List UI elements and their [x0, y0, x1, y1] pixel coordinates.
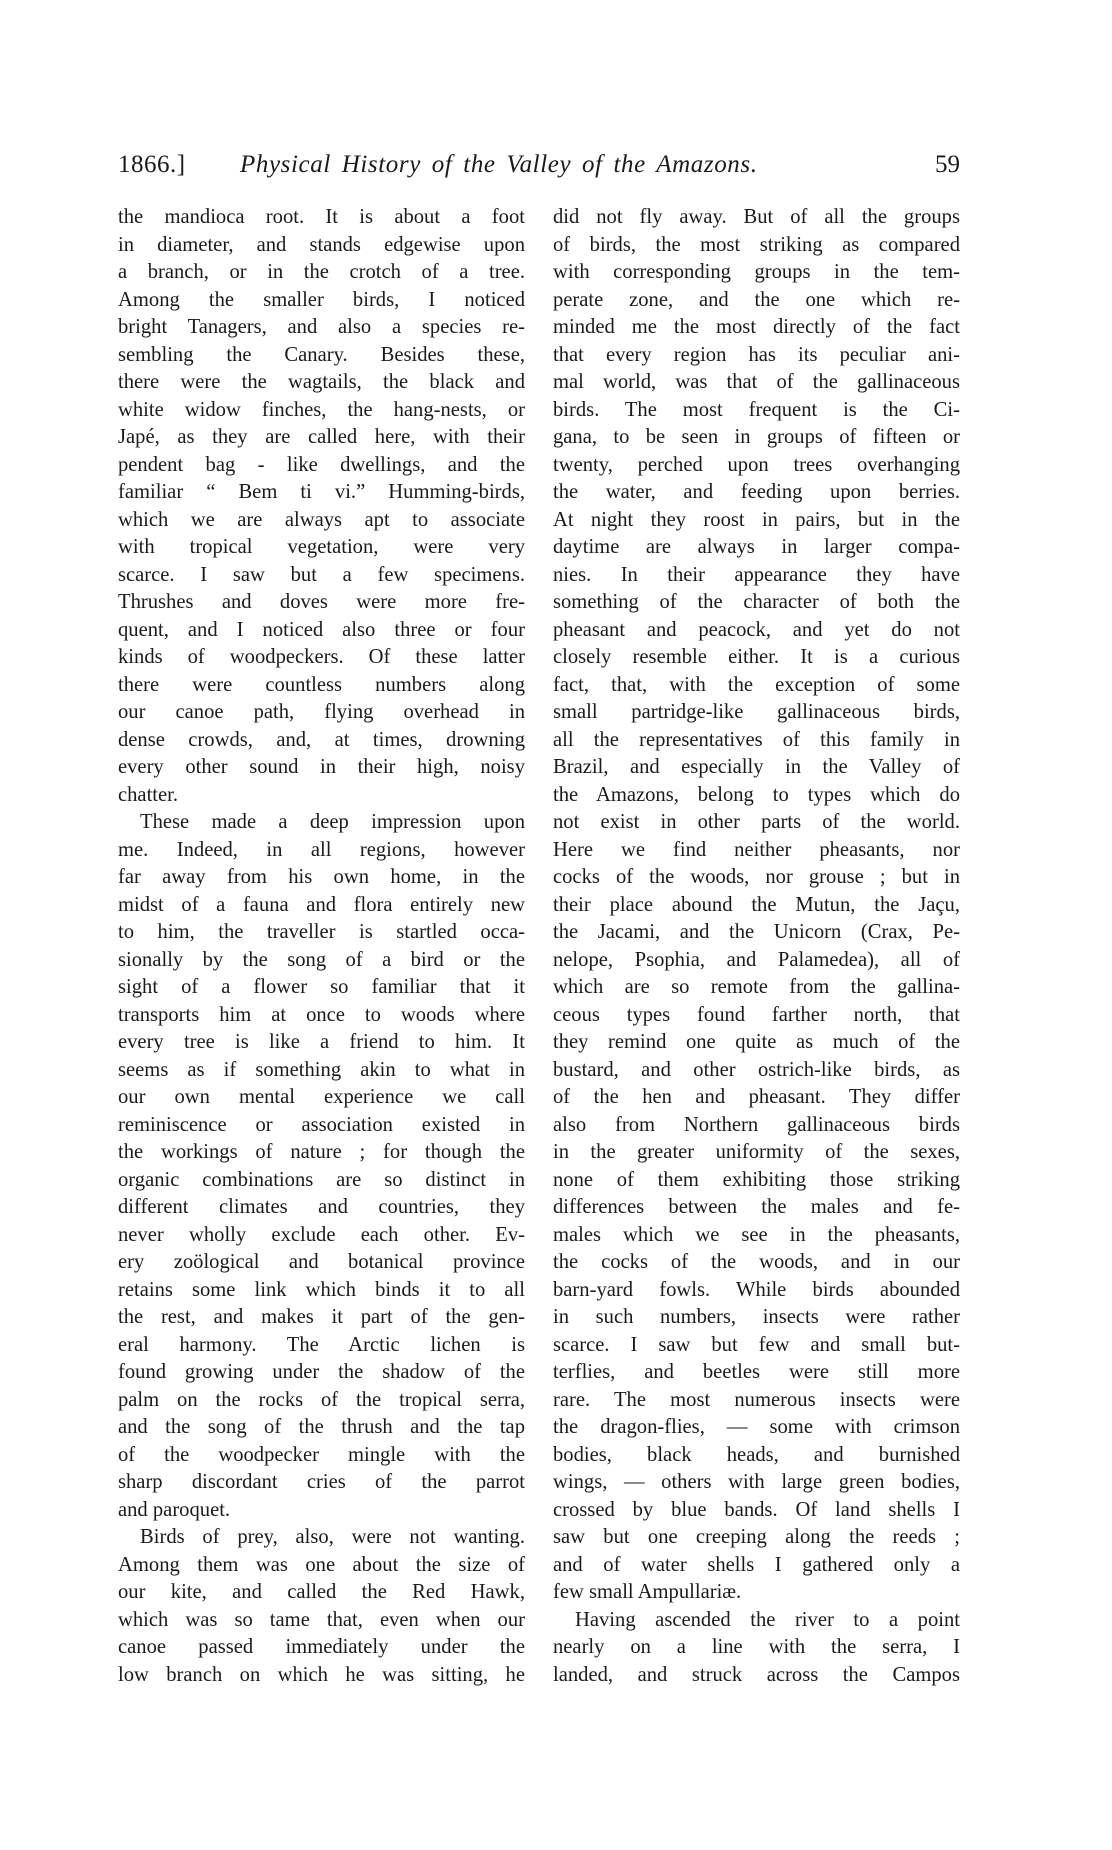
text-line: in diameter, and stands edgewise upon: [118, 233, 525, 256]
text-line: low branch on which he was sitting, he: [118, 1663, 525, 1686]
text-line: bright Tanagers, and also a species re-: [118, 316, 525, 338]
text-line: birds. The most frequent is the Ci-: [553, 398, 960, 421]
text-line: ceous types found farther north, that: [553, 1003, 960, 1026]
text-line: chatter.: [118, 783, 179, 806]
text-line: Japé, as they are called here, with their: [118, 426, 525, 448]
text-line: every tree is like a friend to him. It: [118, 1031, 525, 1053]
text-line: and of water shells I gathered only a: [553, 1553, 960, 1576]
text-line: scarce. I saw but few and small but-: [553, 1333, 960, 1356]
text-line: males which we see in the pheasants,: [553, 1223, 960, 1246]
left-column: [118, 204, 525, 1689]
text-line: midst of a fauna and flora entirely new: [118, 893, 525, 916]
text-line: they remind one quite as much of the: [553, 1031, 960, 1053]
text-line: sionally by the song of a bird or the: [118, 948, 525, 971]
text-line: ery zoölogical and botanical province: [118, 1251, 525, 1273]
text-line: white widow finches, the hang-nests, or: [118, 398, 525, 421]
text-line: saw but one creeping along the reeds ;: [553, 1526, 960, 1548]
text-line: barn-yard fowls. While birds abounded: [553, 1278, 960, 1301]
running-head: [118, 148, 960, 182]
text-line: to him, the traveller is startled occa-: [118, 921, 525, 943]
text-line: Here we find neither pheasants, nor: [553, 838, 960, 861]
text-line: minded me the most directly of the fact: [553, 316, 960, 338]
text-line: eral harmony. The Arctic lichen is: [118, 1333, 525, 1356]
right-column: [553, 204, 960, 1689]
text-line: organic combinations are so distinct in: [118, 1168, 525, 1191]
text-line: crossed by blue bands. Of land shells I: [553, 1498, 960, 1521]
text-line: Among the smaller birds, I noticed: [118, 288, 525, 311]
text-line: the water, and feeding upon berries.: [553, 481, 960, 503]
text-line: with tropical vegetation, were very: [118, 536, 525, 558]
text-line: Birds of prey, also, were not wanting.: [140, 1526, 525, 1548]
text-line: of the woodpecker mingle with the: [118, 1443, 525, 1466]
page-number: 59: [935, 151, 960, 178]
text-line: terflies, and beetles were still more: [553, 1361, 960, 1383]
text-line: closely resemble either. It is a curious: [553, 646, 960, 668]
text-line: the Amazons, belong to types which do: [553, 783, 960, 806]
text-line: bustard, and other ostrich-like birds, as: [553, 1058, 960, 1081]
text-line: the workings of nature ; for though the: [118, 1141, 525, 1163]
text-line: our canoe path, flying overhead in: [118, 701, 525, 723]
text-line: These made a deep impression upon: [140, 811, 525, 833]
text-line: retains some link which binds it to all: [118, 1278, 525, 1301]
text-line: small partridge-like gallinaceous birds,: [553, 701, 960, 723]
text-line: rare. The most numerous insects were: [553, 1388, 960, 1411]
text-line: mal world, was that of the gallinaceous: [553, 371, 960, 393]
text-line: Among them was one about the size of: [118, 1553, 525, 1576]
text-line: of the hen and pheasant. They differ: [553, 1086, 960, 1108]
text-line: and paroquet.: [118, 1498, 231, 1521]
text-line: sharp discordant cries of the parrot: [118, 1471, 525, 1493]
text-line: bodies, black heads, and burnished: [553, 1443, 960, 1466]
text-line: the mandioca root. It is about a foot: [118, 206, 525, 228]
text-line: quent, and I noticed also three or four: [118, 618, 525, 641]
text-line: different climates and countries, they: [118, 1196, 525, 1218]
text-line: dense crowds, and, at times, drowning: [118, 728, 525, 751]
text-line: Brazil, and especially in the Valley of: [553, 756, 960, 778]
text-line: Thrushes and doves were more fre-: [118, 591, 525, 613]
text-line: wings, — others with large green bodies,: [553, 1471, 960, 1493]
text-line: the cocks of the woods, and in our: [553, 1251, 960, 1273]
text-line: cocks of the woods, nor grouse ; but in: [553, 866, 960, 888]
text-line: gana, to be seen in groups of fifteen or: [553, 426, 960, 448]
text-line: pendent bag - like dwellings, and the: [118, 453, 525, 476]
text-line: landed, and struck across the Campos: [553, 1663, 960, 1686]
text-line: which are so remote from the gallina-: [553, 976, 960, 998]
text-line: of birds, the most striking as compared: [553, 233, 960, 256]
text-line: the dragon-flies, — some with crimson: [553, 1416, 960, 1438]
text-line: twenty, perched upon trees overhanging: [553, 453, 960, 476]
text-line: the rest, and makes it part of the gen-: [118, 1306, 525, 1328]
text-line: differences between the males and fe-: [553, 1196, 960, 1218]
text-line: their place abound the Mutun, the Jaçu,: [553, 893, 960, 916]
text-line: pheasant and peacock, and yet do not: [553, 618, 960, 641]
text-line: sight of a flower so familiar that it: [118, 976, 525, 998]
text-line: perate zone, and the one which re-: [553, 288, 960, 311]
text-line: our own mental experience we call: [118, 1086, 525, 1108]
text-line: Having ascended the river to a point: [575, 1608, 960, 1631]
text-line: seems as if something akin to what in: [118, 1058, 525, 1081]
text-line: reminiscence or association existed in: [118, 1113, 525, 1136]
text-line: none of them exhibiting those striking: [553, 1168, 960, 1191]
text-line: did not fly away. But of all the groups: [553, 206, 960, 228]
text-line: sembling the Canary. Besides these,: [118, 343, 525, 366]
text-line: and the song of the thrush and the tap: [118, 1416, 525, 1438]
text-line: the Jacami, and the Unicorn (Crax, Pe-: [553, 921, 960, 943]
running-head-title: Physical History of the Valley of the Amazons.: [240, 151, 758, 178]
text-line: me. Indeed, in all regions, however: [118, 838, 525, 861]
text-line: At night they roost in pairs, but in the: [553, 508, 960, 531]
text-line: palm on the rocks of the tropical serra,: [118, 1388, 525, 1411]
text-line: nies. In their appearance they have: [553, 563, 960, 586]
text-line: also from Northern gallinaceous birds: [553, 1113, 960, 1136]
text-line: which was so tame that, even when our: [118, 1608, 525, 1631]
text-line: scarce. I saw but a few specimens.: [118, 563, 525, 586]
text-line: familiar “ Bem ti vi.” Humming-birds,: [118, 481, 525, 503]
text-line: a branch, or in the crotch of a tree.: [118, 261, 525, 283]
text-line: that every region has its peculiar ani-: [553, 343, 960, 366]
text-line: in the greater uniformity of the sexes,: [553, 1141, 960, 1163]
text-line: every other sound in their high, noisy: [118, 756, 525, 778]
text-line: our kite, and called the Red Hawk,: [118, 1581, 525, 1603]
text-line: few small Ampullariæ.: [553, 1581, 742, 1603]
text-line: nelope, Psophia, and Palamedea), all of: [553, 948, 960, 971]
text-line: not exist in other parts of the world.: [553, 811, 960, 833]
text-line: transports him at once to woods where: [118, 1003, 525, 1026]
text-line: there were the wagtails, the black and: [118, 371, 525, 393]
text-line: found growing under the shadow of the: [118, 1361, 525, 1383]
running-head-year: 1866.]: [118, 151, 186, 178]
text-line: kinds of woodpeckers. Of these latter: [118, 646, 525, 668]
text-line: which we are always apt to associate: [118, 508, 525, 531]
text-line: daytime are always in larger compa-: [553, 536, 960, 558]
text-line: in such numbers, insects were rather: [553, 1306, 960, 1328]
text-line: something of the character of both the: [553, 591, 960, 613]
text-line: far away from his own home, in the: [118, 866, 525, 888]
text-line: fact, that, with the exception of some: [553, 673, 960, 696]
text-line: all the representatives of this family in: [553, 728, 960, 751]
text-line: canoe passed immediately under the: [118, 1636, 525, 1658]
text-line: there were countless numbers along: [118, 673, 525, 696]
text-line: nearly on a line with the serra, I: [553, 1636, 960, 1658]
text-line: never wholly exclude each other. Ev-: [118, 1223, 525, 1246]
text-line: with corresponding groups in the tem-: [553, 261, 960, 283]
